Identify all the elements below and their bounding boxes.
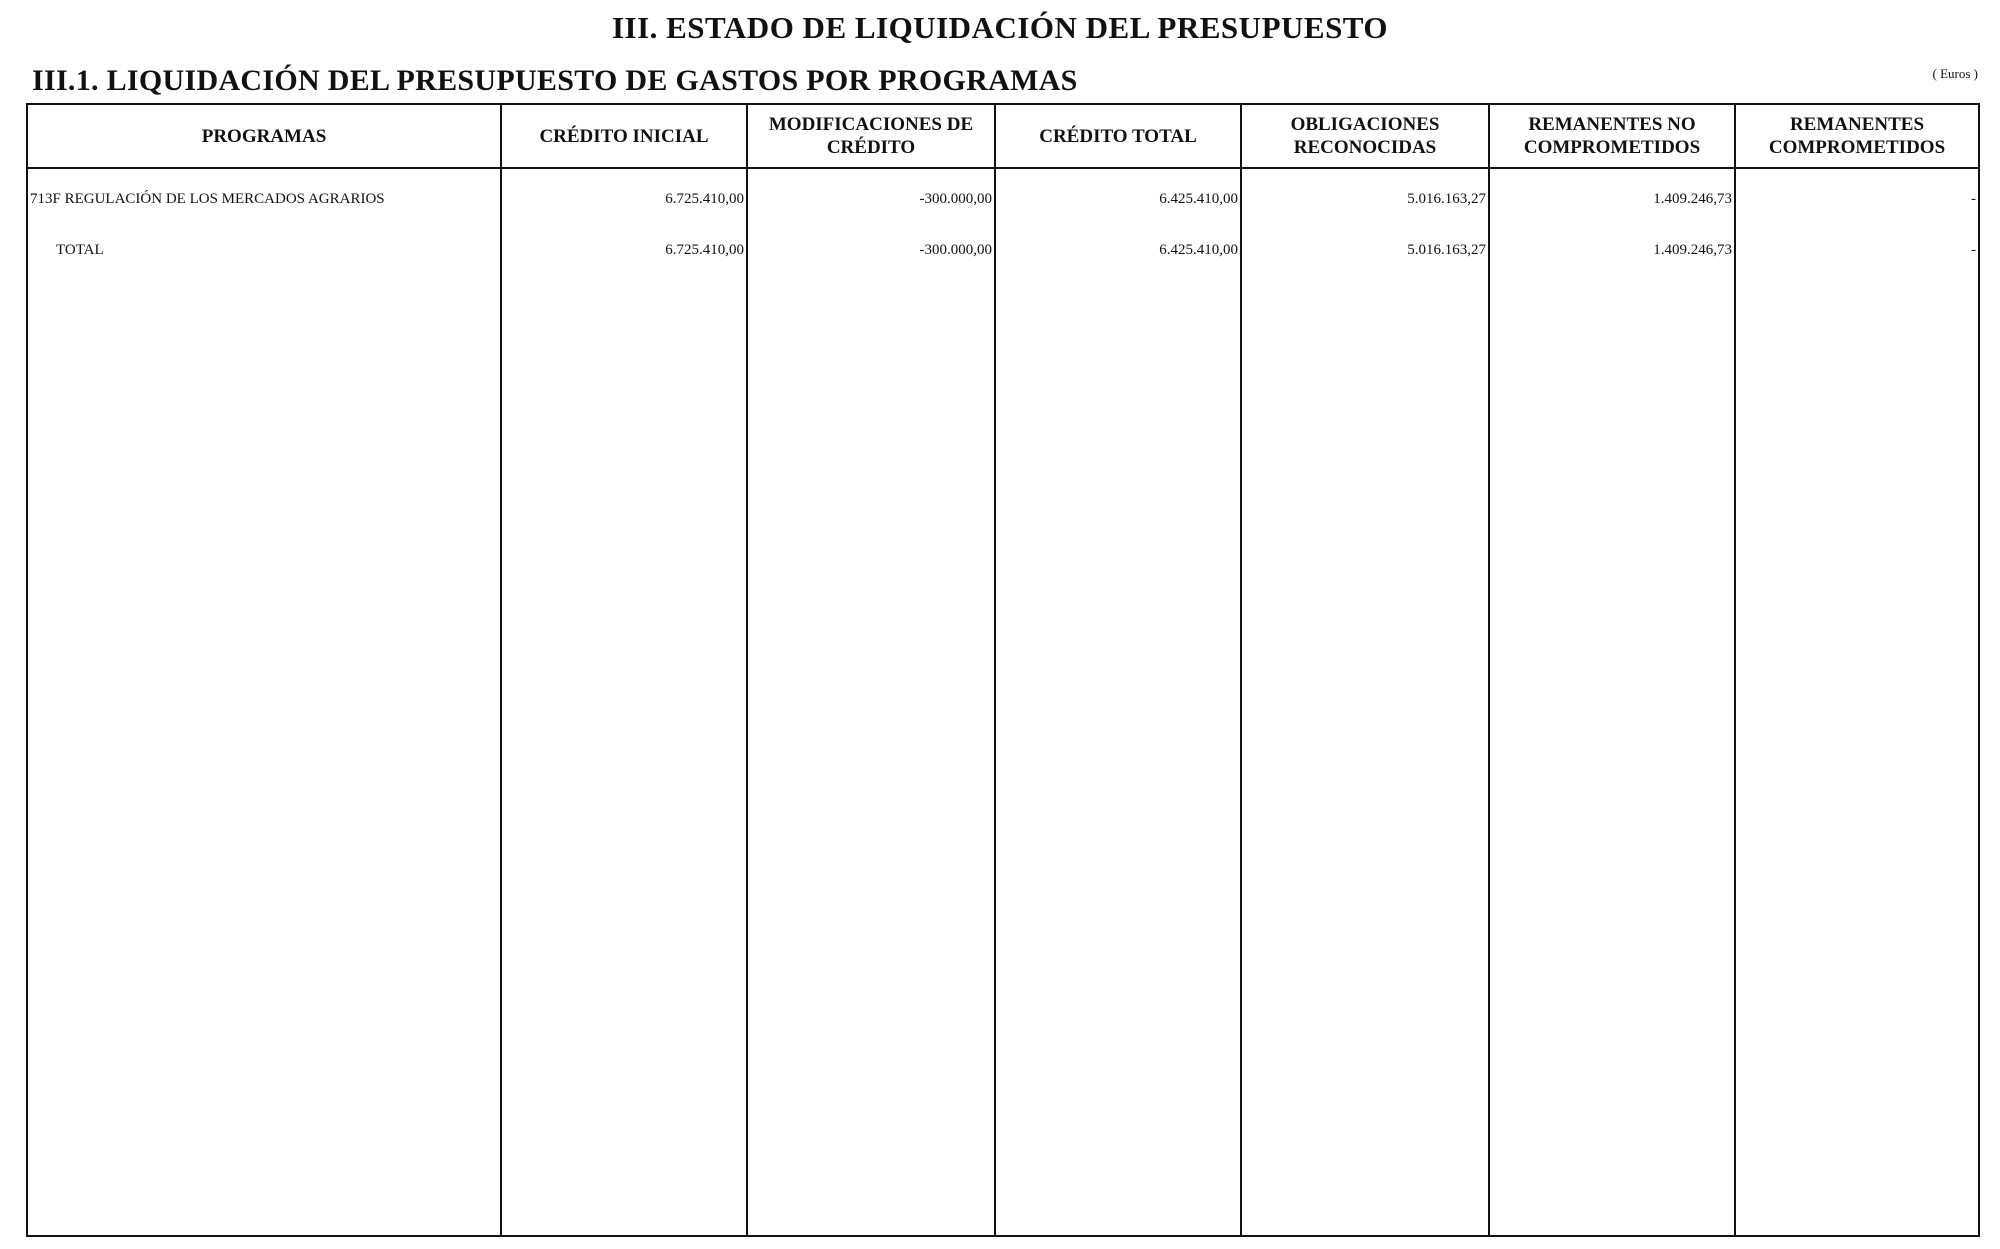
cell-obligaciones: 5.016.163,27: [1241, 168, 1489, 232]
cell-modificaciones: -300.000,00: [747, 168, 995, 232]
total-remanentes-no-comprometidos: 1.409.246,73: [1489, 232, 1735, 296]
empty-cell: [1735, 296, 1979, 1236]
units-label: ( Euros ): [1932, 66, 1978, 81]
budget-table: [26, 103, 1980, 1237]
empty-cell: [501, 296, 747, 1236]
empty-space-row: [27, 296, 1979, 1236]
cell-remanentes-no-comprometidos: 1.409.246,73: [1489, 168, 1735, 232]
empty-cell: [1489, 296, 1735, 1236]
section-title: III.1. LIQUIDACIÓN DEL PRESUPUESTO DE GASTOS POR PROGRAMAS: [32, 64, 1078, 97]
header-remanentes-no-comprometidos: REMANENTES NO COMPROMETIDOS: [1489, 104, 1735, 168]
cell-credito-total: 6.425.410,00: [995, 168, 1241, 232]
table-row: [27, 168, 1979, 232]
header-credito-total: CRÉDITO TOTAL: [995, 104, 1241, 168]
header-remanentes-comprometidos: REMANENTES COMPROMETIDOS: [1735, 104, 1979, 168]
header-obligaciones: OBLIGACIONES RECONOCIDAS: [1241, 104, 1489, 168]
total-remanentes-comprometidos: -: [1735, 232, 1979, 296]
total-label: TOTAL: [27, 232, 501, 296]
cell-remanentes-comprometidos: -: [1735, 168, 1979, 232]
table-header-row: [27, 104, 1979, 168]
empty-cell: [1241, 296, 1489, 1236]
document-title: III. ESTADO DE LIQUIDACIÓN DEL PRESUPUESTO: [611, 10, 1389, 45]
cell-credito-inicial: 6.725.410,00: [501, 168, 747, 232]
cell-programa: 713F REGULACIÓN DE LOS MERCADOS AGRARIOS: [27, 168, 501, 232]
total-credito-inicial: 6.725.410,00: [501, 232, 747, 296]
header-modificaciones: MODIFICACIONES DE CRÉDITO: [747, 104, 995, 168]
empty-cell: [747, 296, 995, 1236]
empty-cell: [27, 296, 501, 1236]
empty-cell: [995, 296, 1241, 1236]
total-obligaciones: 5.016.163,27: [1241, 232, 1489, 296]
header-credito-inicial: CRÉDITO INICIAL: [501, 104, 747, 168]
total-modificaciones: -300.000,00: [747, 232, 995, 296]
total-credito-total: 6.425.410,00: [995, 232, 1241, 296]
total-row: [27, 232, 1979, 296]
header-programas: PROGRAMAS: [27, 104, 501, 168]
